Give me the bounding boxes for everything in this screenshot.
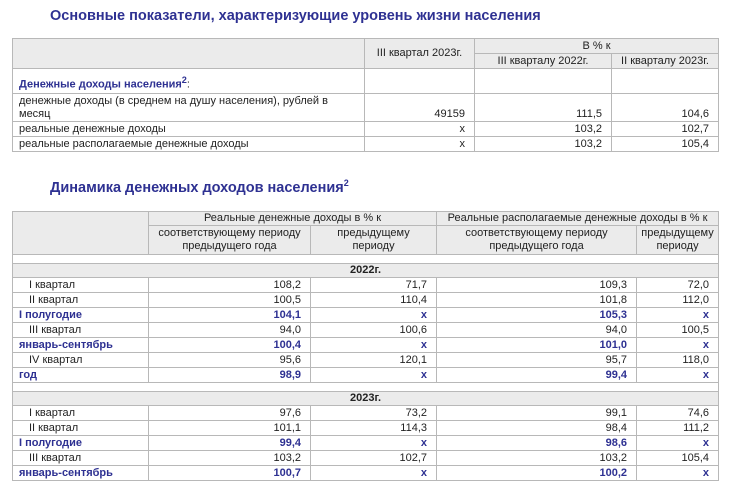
row-label: денежные доходы (в среднем на душу населения), рублей в месяц (13, 94, 365, 122)
period-label: I квартал (13, 406, 149, 421)
value-cell-d: x (637, 466, 719, 481)
table1-title: Основные показатели, характеризующие уровень жизни населения (50, 8, 541, 24)
value-cell-c: 98,6 (437, 436, 637, 451)
table2-title-footnote: 2 (343, 178, 349, 188)
table-row (13, 293, 719, 308)
table-row (13, 338, 719, 353)
value-cell-a: 104,1 (149, 308, 311, 323)
header-prev-year: III кварталу 2022г. (475, 54, 612, 69)
year-header: 2022г. (13, 264, 719, 278)
value-cell-c: 99,1 (437, 406, 637, 421)
value-cell-c: 101,0 (437, 338, 637, 353)
value-cell-a: 101,1 (149, 421, 311, 436)
row-pct-quarter: 104,6 (612, 94, 719, 122)
value-cell-d: 72,0 (637, 278, 719, 293)
header-disposable-income: Реальные располагаемые денежные доходы в % к (437, 212, 719, 226)
table-row (13, 451, 719, 466)
row-pct-quarter: 102,7 (612, 122, 719, 137)
value-cell-d: x (637, 368, 719, 383)
value-cell-d: 118,0 (637, 353, 719, 368)
value-cell-a: 100,4 (149, 338, 311, 353)
value-cell-d: 112,0 (637, 293, 719, 308)
value-cell-d: 74,6 (637, 406, 719, 421)
row-pct-year: 103,2 (475, 137, 612, 152)
section-colon: : (186, 79, 190, 91)
value-cell-b: x (311, 368, 437, 383)
value-cell-a: 103,2 (149, 451, 311, 466)
value-cell-b: 120,1 (311, 353, 437, 368)
value-cell-a: 100,5 (149, 293, 311, 308)
header-disp-yoy: соответствующему периоду предыдущего года (437, 226, 637, 255)
table-row (13, 353, 719, 368)
value-cell-d: x (637, 308, 719, 323)
year-header: 2023г. (13, 392, 719, 406)
section-label: Денежные доходы населения (19, 79, 182, 91)
value-cell-d: x (637, 436, 719, 451)
value-cell-c: 105,3 (437, 308, 637, 323)
value-cell-b: 114,3 (311, 421, 437, 436)
living-standards-table (12, 38, 719, 152)
row-value: 49159 (365, 94, 475, 122)
value-cell-c: 98,4 (437, 421, 637, 436)
value-cell-b: x (311, 436, 437, 451)
value-cell-d: 105,4 (637, 451, 719, 466)
value-cell-a: 108,2 (149, 278, 311, 293)
header-empty (13, 39, 365, 69)
value-cell-a: 100,7 (149, 466, 311, 481)
header-empty (13, 212, 149, 255)
period-label: IV квартал (13, 353, 149, 368)
value-cell-a: 97,6 (149, 406, 311, 421)
period-label: год (13, 368, 149, 383)
header-prev-quarter: II кварталу 2023г. (612, 54, 719, 69)
period-label: январь-сентябрь (13, 466, 149, 481)
value-cell-b: x (311, 308, 437, 323)
table-row (13, 466, 719, 481)
value-cell-d: 100,5 (637, 323, 719, 338)
value-cell-d: 111,2 (637, 421, 719, 436)
table-row (13, 406, 719, 421)
spacer-row (13, 383, 719, 392)
value-cell-c: 95,7 (437, 353, 637, 368)
header-disp-prev: предыдущему периоду (637, 226, 719, 255)
value-cell-c: 94,0 (437, 323, 637, 338)
header-real-yoy: соответствующему периоду предыдущего года (149, 226, 311, 255)
period-label: I полугодие (13, 308, 149, 323)
table-row (13, 323, 719, 338)
header-real-prev: предыдущему периоду (311, 226, 437, 255)
value-cell-c: 100,2 (437, 466, 637, 481)
row-label: реальные располагаемые денежные доходы (13, 137, 365, 152)
row-pct-quarter: 105,4 (612, 137, 719, 152)
spacer-row (13, 255, 719, 264)
value-cell-d: x (637, 338, 719, 353)
value-cell-a: 98,9 (149, 368, 311, 383)
table-row (13, 421, 719, 436)
row-value: x (365, 137, 475, 152)
period-label: III квартал (13, 323, 149, 338)
value-cell-b: 73,2 (311, 406, 437, 421)
header-quarter: III квартал 2023г. (365, 39, 475, 69)
value-cell-a: 99,4 (149, 436, 311, 451)
row-pct-year: 103,2 (475, 122, 612, 137)
header-real-income: Реальные денежные доходы в % к (149, 212, 437, 226)
income-dynamics-table (12, 211, 719, 481)
row-label: реальные денежные доходы (13, 122, 365, 137)
value-cell-c: 109,3 (437, 278, 637, 293)
value-cell-c: 103,2 (437, 451, 637, 466)
value-cell-b: 102,7 (311, 451, 437, 466)
table-row (13, 308, 719, 323)
table-row (13, 436, 719, 451)
period-label: I квартал (13, 278, 149, 293)
table2-title-text: Динамика денежных доходов населения (50, 179, 344, 196)
section-label-cell (13, 69, 365, 94)
table2-title (50, 178, 349, 196)
value-cell-b: x (311, 466, 437, 481)
value-cell-a: 95,6 (149, 353, 311, 368)
table-row (13, 368, 719, 383)
row-value: x (365, 122, 475, 137)
period-label: январь-сентябрь (13, 338, 149, 353)
value-cell-b: 110,4 (311, 293, 437, 308)
period-label: II квартал (13, 293, 149, 308)
value-cell-b: 100,6 (311, 323, 437, 338)
section-footnote: 2 (181, 75, 187, 86)
table-row (13, 278, 719, 293)
header-pct: В % к (475, 39, 719, 54)
value-cell-b: 71,7 (311, 278, 437, 293)
value-cell-c: 99,4 (437, 368, 637, 383)
value-cell-a: 94,0 (149, 323, 311, 338)
value-cell-b: x (311, 338, 437, 353)
period-label: I полугодие (13, 436, 149, 451)
period-label: II квартал (13, 421, 149, 436)
value-cell-c: 101,8 (437, 293, 637, 308)
period-label: III квартал (13, 451, 149, 466)
row-pct-year: 111,5 (475, 94, 612, 122)
